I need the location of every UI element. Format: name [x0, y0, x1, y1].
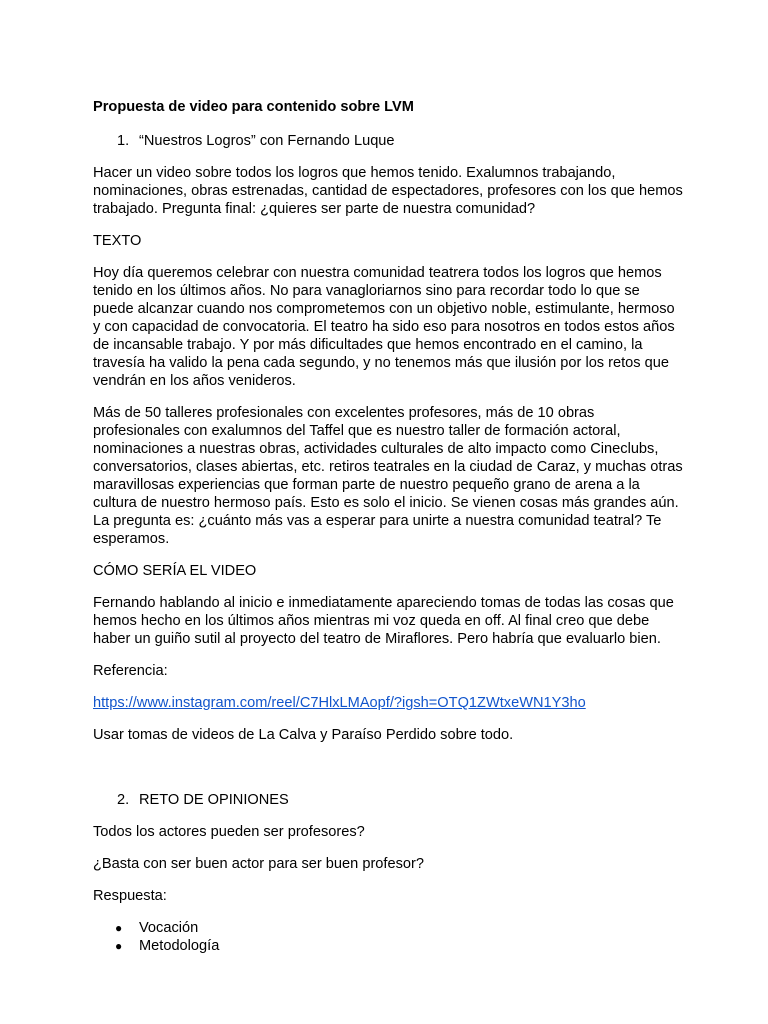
section-heading-video: CÓMO SERÍA EL VIDEO	[93, 563, 257, 579]
video-paragraph: Fernando hablando al inicio e inmediatamente apareciendo tomas de todas las cosas que hemos hecho en los últimos años mientras mi voz queda en off. Al final creo que debe haber un guiño sutil al proyecto del teatro de Miraflores. Pero habría que evaluarlo bien.	[93, 595, 674, 647]
answer-bullet-list	[93, 919, 683, 955]
reference-link[interactable]: https://www.instagram.com/reel/C7HlxLMAopf/?igsh=OTQ1ZWtxeWN1Y3ho	[93, 695, 586, 711]
bullet-text: Metodología	[139, 938, 220, 954]
texto-paragraph-2: Más de 50 talleres profesionales con excelentes profesores, más de 10 obras profesionales con exalumnos del Taffel que es nuestro taller de formación actoral, nominaciones a nuestras obras, actividades culturales de alto impacto como Cineclubs, conversatorios, clases abiertas, etc. retiros teatrales en la ciudad de Caraz, y muchas otras maravillosas experiencias que forman parte de nuestro pequeño grano de arena a la cultura de nuestro hermoso país. Esto es solo el inicio. Se vienen cosas más grandes aún. La pregunta es: ¿cuánto más vas a esperar para unirte a nuestra comunidad teatral? Te esperamos.	[93, 405, 683, 547]
question-2: ¿Basta con ser buen actor para ser buen profesor?	[93, 856, 424, 872]
list-item-label: “Nuestros Logros” con Fernando Luque	[139, 133, 395, 149]
list-number: 1.	[117, 133, 130, 149]
document-page	[93, 98, 683, 955]
list-item	[93, 919, 683, 937]
respuesta-label: Respuesta:	[93, 888, 167, 904]
texto-paragraph-1: Hoy día queremos celebrar con nuestra comunidad teatrera todos los logros que hemos tenido en los últimos años. No para vanagloriarnos sino para recordar todo lo que se puede alcanzar cuando nos comprometemos con un objetivo noble, estimulante, hermoso y con capacidad de convocatoria. El teatro ha sido eso para nosotros en todos estos años de incansable trabajo. Y por más dificultades que hemos encontrado en el camino, la travesía ha valido la pena cada segundo, y no tenemos más que ilusión por los retos que vendrán en los años venideros.	[93, 265, 675, 389]
list-item-label: RETO DE OPINIONES	[139, 792, 289, 808]
numbered-item-2	[93, 791, 683, 809]
section-heading-texto: TEXTO	[93, 233, 142, 249]
bullet-text: Vocación	[139, 920, 199, 936]
intro-paragraph: Hacer un video sobre todos los logros que hemos tenido. Exalumnos trabajando, nominaciones, obras estrenadas, cantidad de espectadores, profesores con los que hemos trabajado. Pregunta final: ¿quieres ser parte de nuestra comunidad?	[93, 165, 683, 217]
reference-link-row	[93, 694, 683, 712]
numbered-item-1	[93, 132, 683, 150]
document-title: Propuesta de video para contenido sobre LVM	[93, 99, 414, 115]
spacer	[93, 758, 683, 791]
tomas-paragraph: Usar tomas de videos de La Calva y Paraíso Perdido sobre todo.	[93, 727, 514, 743]
question-1: Todos los actores pueden ser profesores?	[93, 824, 365, 840]
bullet-icon: ●	[115, 921, 123, 935]
list-number: 2.	[117, 792, 130, 808]
list-item	[93, 937, 683, 955]
bullet-icon: ●	[115, 939, 123, 953]
referencia-label: Referencia:	[93, 663, 168, 679]
